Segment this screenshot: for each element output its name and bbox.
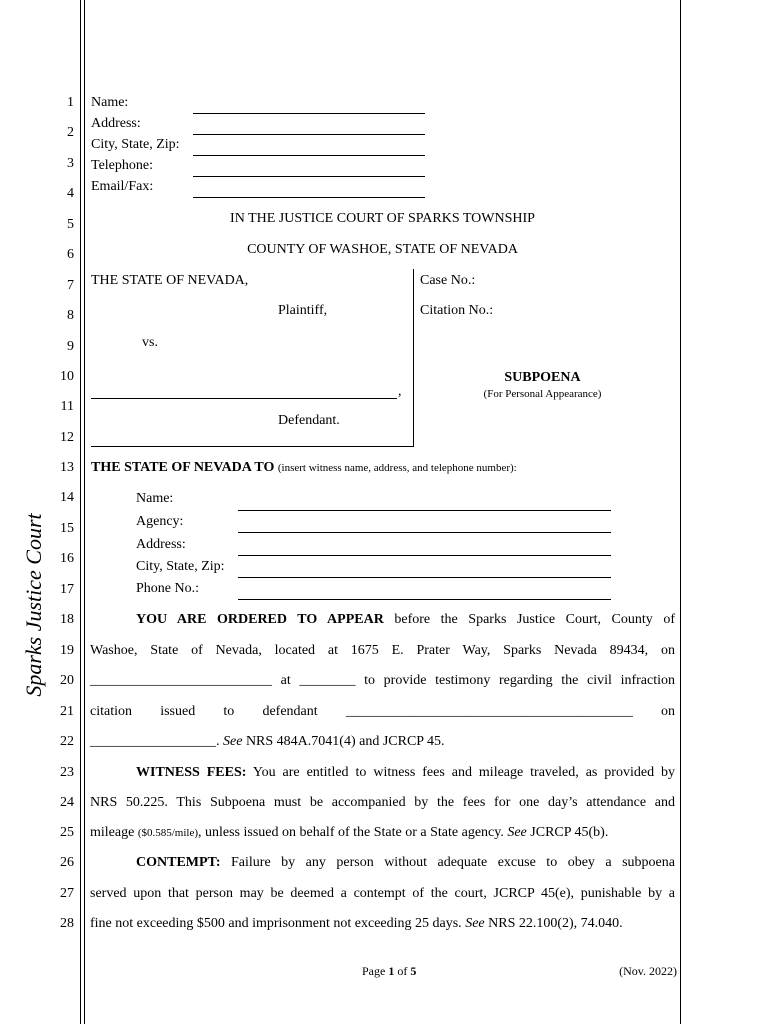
line-number: 4 (67, 186, 74, 201)
witness-name-label: Name: (136, 491, 174, 506)
left-margin-rule-outer (80, 0, 81, 1024)
testimony-text: to provide testimony regarding the civil infraction (364, 673, 676, 688)
date-blank[interactable]: __________________________ (90, 673, 272, 688)
court-side-label: Sparks Justice Court (21, 513, 46, 697)
witness-city-field[interactable] (238, 577, 611, 578)
witness-address-field[interactable] (238, 555, 611, 556)
word: issued (160, 704, 196, 719)
defendant-name-field[interactable] (91, 398, 397, 399)
line-number: 14 (60, 490, 74, 505)
line-number: 22 (60, 734, 74, 749)
caption-bottom-rule (91, 446, 413, 447)
defendant-blank[interactable]: _________________________________________ (345, 704, 633, 719)
contempt-text: Failure by any person without adequate excuse to obey a subpoena (231, 855, 675, 870)
address-field[interactable] (193, 134, 425, 135)
court-county: COUNTY OF WASHOE, STATE OF NEVADA (247, 242, 518, 257)
witness-heading-bold: THE STATE OF NEVADA TO (91, 460, 275, 475)
line-number: 12 (60, 430, 74, 445)
mileage-text: mileage (90, 825, 135, 840)
line-number: 25 (60, 825, 74, 840)
line-number: 5 (67, 217, 74, 232)
witness-phone-field[interactable] (238, 599, 611, 600)
versus-label: vs. (142, 335, 158, 350)
witness-agency-field[interactable] (238, 532, 611, 533)
word: citation (90, 704, 132, 719)
page-current: 1 (388, 964, 395, 978)
telephone-field[interactable] (193, 176, 425, 177)
line-number: 26 (60, 855, 74, 870)
plaintiff-name: THE STATE OF NEVADA, (91, 273, 249, 288)
line-number: 16 (60, 551, 74, 566)
line-number: 3 (67, 156, 74, 171)
line-number: 11 (60, 399, 74, 414)
order-line-20 (90, 673, 675, 689)
line-number: 19 (60, 643, 74, 658)
citation-number-label: Citation No.: (420, 303, 494, 318)
word: to (223, 704, 235, 719)
see-signal: See (465, 916, 485, 931)
line-number: 9 (67, 339, 74, 354)
contempt-line-28 (90, 916, 623, 932)
statute-ref: NRS 22.100(2), 74.040. (488, 916, 623, 931)
line-number: 1 (67, 95, 74, 110)
line-number: 13 (60, 460, 74, 475)
line-number: 15 (60, 521, 74, 536)
word: defendant (262, 704, 318, 719)
page-of: of (397, 964, 408, 978)
city-state-zip-field[interactable] (193, 155, 425, 156)
plaintiff-label: Plaintiff, (278, 303, 328, 318)
order-line-22 (90, 734, 445, 750)
statute-ref: NRS 484A.7041(4) and JCRCP 45. (245, 734, 445, 749)
line-number: 28 (60, 916, 74, 931)
right-margin-rule (680, 0, 681, 1024)
see-signal: See (223, 734, 243, 749)
fees-heading: WITNESS FEES: (136, 765, 247, 780)
line-number: 18 (60, 612, 74, 627)
document-subtitle: (For Personal Appearance) (483, 388, 602, 400)
name-label: Name: (91, 95, 129, 110)
ordered-heading: YOU ARE ORDERED TO APPEAR (136, 612, 384, 627)
line-number: 17 (60, 582, 74, 597)
contempt-line-26 (136, 855, 675, 871)
at-label: at (280, 673, 291, 688)
caption-divider (413, 269, 414, 447)
defendant-comma: , (398, 384, 402, 399)
witness-agency-label: Agency: (136, 514, 184, 529)
word: on (661, 704, 676, 719)
email-fax-field[interactable] (193, 197, 425, 198)
time-blank[interactable]: ________ (299, 673, 356, 688)
line-number: 10 (60, 369, 74, 384)
telephone-label: Telephone: (91, 158, 153, 173)
order-line-21 (90, 704, 675, 720)
order-line-18 (136, 612, 675, 628)
fees-line-25 (90, 825, 608, 841)
contempt-line-27: served upon that person may be deemed a contempt of the court, JCRCP 45(e), punishable by a (90, 886, 675, 901)
witness-city-label: City, State, Zip: (136, 559, 225, 574)
mileage-rest: , unless issued on behalf of the State or a State agency. (198, 825, 504, 840)
contempt-heading: CONTEMPT: (136, 855, 221, 870)
order-line-19: Washoe, State of Nevada, located at 1675 E. Prater Way, Sparks Nevada 89434, on (90, 643, 675, 658)
left-margin-rule-inner (84, 0, 85, 1024)
revision-date: (Nov. 2022) (619, 964, 677, 978)
witness-name-field[interactable] (238, 510, 611, 511)
page-prefix: Page (362, 964, 386, 978)
line-number: 24 (60, 795, 74, 810)
document-title: SUBPOENA (504, 370, 581, 385)
line-number: 7 (67, 278, 74, 293)
witness-heading (91, 460, 517, 476)
line-number: 20 (60, 673, 74, 688)
address-label: Address: (91, 116, 141, 131)
ordered-text: before the Sparks Justice Court, County of (394, 612, 675, 627)
citation-date-blank[interactable]: __________________. (90, 734, 220, 749)
mileage-rate: ($0.585/mile) (137, 827, 198, 839)
defendant-label: Defendant. (278, 413, 340, 428)
city-state-zip-label: City, State, Zip: (91, 137, 180, 152)
fees-line-23 (136, 765, 675, 781)
page-total: 5 (410, 964, 417, 978)
line-number: 27 (60, 886, 74, 901)
name-field[interactable] (193, 113, 425, 114)
line-number: 6 (67, 247, 74, 262)
line-number: 23 (60, 765, 74, 780)
case-number-label: Case No.: (420, 273, 476, 288)
see-signal: See (507, 825, 527, 840)
penalty-text: fine not exceeding $500 and imprisonment not exceeding 25 days. (90, 916, 462, 931)
witness-instruction: (insert witness name, address, and telephone number): (277, 462, 517, 474)
witness-address-label: Address: (136, 537, 186, 552)
line-number: 2 (67, 125, 74, 140)
court-title: IN THE JUSTICE COURT OF SPARKS TOWNSHIP (230, 211, 535, 226)
witness-phone-label: Phone No.: (136, 581, 199, 596)
page-number (362, 964, 416, 979)
rule-ref: JCRCP 45(b). (530, 825, 609, 840)
line-number: 21 (60, 704, 74, 719)
fees-line-24: NRS 50.225. This Subpoena must be accompanied by the fees for one day’s attendance and (90, 795, 675, 810)
line-number: 8 (67, 308, 74, 323)
fees-text: You are entitled to witness fees and mileage traveled, as provided by (252, 765, 676, 780)
email-fax-label: Email/Fax: (91, 179, 154, 194)
